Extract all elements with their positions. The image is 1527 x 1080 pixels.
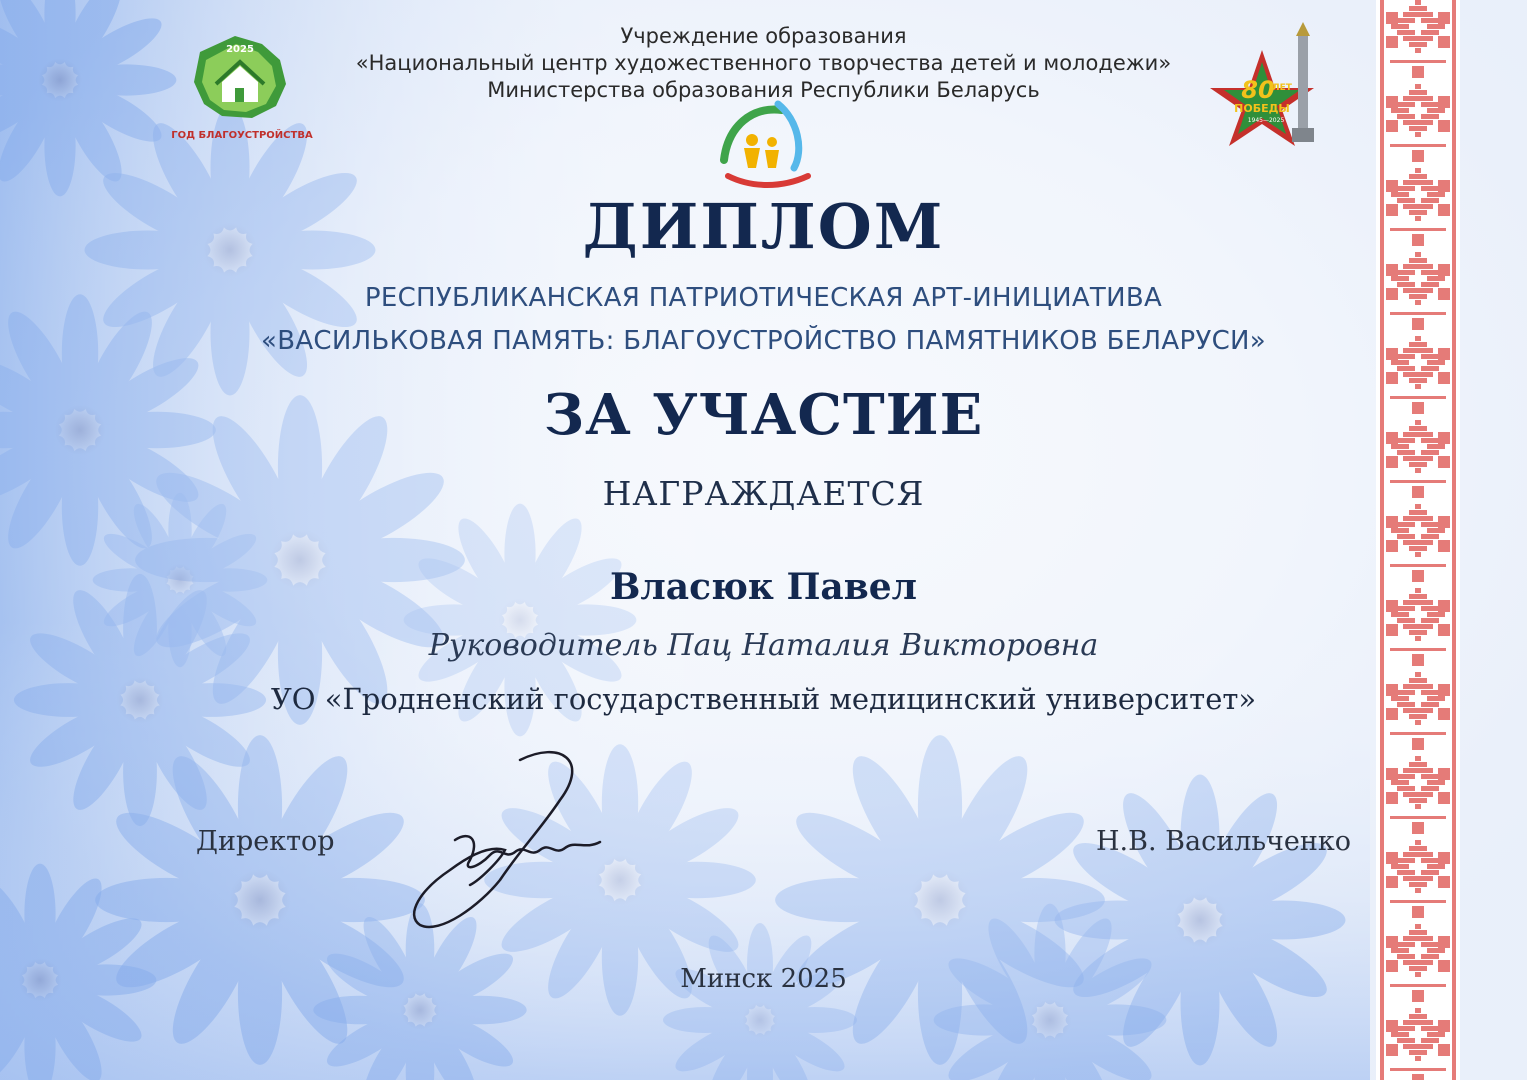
- svg-text:ЛЕТ: ЛЕТ: [1272, 83, 1292, 93]
- belarusian-ornament: [1376, 0, 1460, 1080]
- institution-name: УО «Гродненский государственный медицинский университет»: [270, 682, 1257, 716]
- nomination: ЗА УЧАСТИЕ: [543, 382, 984, 448]
- signatory-name: Н.В. Васильченко: [1096, 826, 1351, 857]
- recipient-name: Власюк Павел: [609, 566, 918, 608]
- awarded-label: НАГРАЖДАЕТСЯ: [602, 474, 925, 513]
- initiative-line-1: РЕСПУБЛИКАНСКАЯ ПАТРИОТИЧЕСКАЯ АРТ-ИНИЦИАТИВА: [364, 283, 1163, 313]
- svg-text:2025: 2025: [226, 44, 254, 55]
- leader-name: Руководитель Пац Наталия Викторовна: [428, 628, 1099, 663]
- organization-line-2: «Национальный центр художественного творчества детей и молодежи»: [355, 51, 1172, 75]
- signatory-position: Директор: [196, 826, 335, 857]
- svg-text:1945—2025: 1945—2025: [1247, 117, 1285, 124]
- svg-text:ПОБЕДЫ: ПОБЕДЫ: [1234, 102, 1290, 115]
- place-and-year: Минск 2025: [680, 964, 847, 994]
- organization-line-1: Учреждение образования: [620, 24, 907, 48]
- diploma-title: ДИПЛОМ: [582, 190, 945, 263]
- svg-text:80: 80: [1241, 76, 1275, 104]
- initiative-line-2: «ВАСИЛЬКОВАЯ ПАМЯТЬ: БЛАГОУСТРОЙСТВО ПАМЯТНИКОВ БЕЛАРУСИ»: [260, 326, 1267, 356]
- organization-line-3: Министерства образования Республики Беларусь: [487, 78, 1040, 102]
- svg-text:ГОД БЛАГОУСТРОЙСТВА: ГОД БЛАГОУСТРОЙСТВА: [171, 130, 313, 141]
